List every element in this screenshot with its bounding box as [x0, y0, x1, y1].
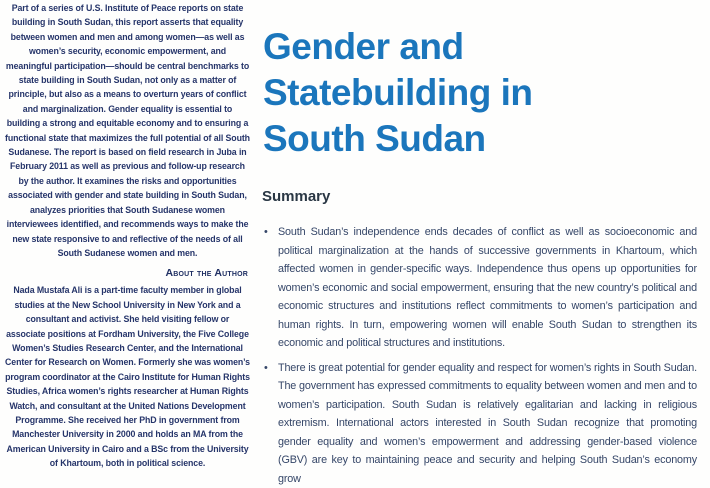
bullet-icon: • [264, 223, 268, 242]
summary-heading: Summary [262, 187, 697, 207]
summary-bullet-list [261, 223, 697, 488]
sidebar [0, 0, 255, 440]
about-report-text: Part of a series of U.S. Institute of Peace reports on state building in South Sudan, this report asserts that equality between women and men and among women—as well as women’s security, economic empowerment, and meaningful participation—should be central benchmarks to state building in South Sudan, not only as a matter of principle, but also as a means to overturn years of conflict and marginalization. Gender equality is essential to building a strong and equitable economy and to ensuring a functional state that maximizes the full potential of all South Sudanese. The report is based on field research in Juba in February 2011 as well as previous and follow-up research by the author. It examines the risks and opportunities associated with gender and state building in South Sudan, analyzes priorities that South Sudanese women interviewees identified, and recommends ways to make the new state responsive to and reflective of the needs of all South Sudanese women and men. [5, 1, 250, 260]
summary-bullet-text: There is great potential for gender equality and respect for women’s rights in South Sudan. The government has expressed commitments to equality between women and men and to women’s participation. South Sudan is relatively egalitarian and lacking in religious extremism. International actors interested in South Sudan recognize that promoting gender equality and women’s empowerment and addressing gender-based violence (GBV) are key to maintaining peace and security and helping South Sudan’s economy grow [278, 362, 697, 485]
summary-bullet-item [263, 223, 697, 353]
summary-bullet-text: South Sudan’s independence ends decades of conflict as well as socioeconomic and political marginalization at the hands of successive governments in Khartoum, which affected women in gender-specific ways. Independence thus opens up opportunities for women’s economic and social empowerment, ensuring that the new country’s political and economic structures and institutions reflect commitments to women’s participation and human rights. In turn, empowering women will enable South Sudan to strengthen its economic and political structures and institutions. [278, 226, 697, 349]
main-column [255, 0, 710, 440]
page-title: Gender and Statebuilding in South Sudan [263, 24, 613, 162]
about-author-heading: About the Author [5, 267, 248, 279]
summary-bullet-item [263, 359, 697, 488]
about-author-text: Nada Mustafa Ali is a part-time faculty member in global studies at the New School University in New York and a consultant and activist. She held visiting fellow or associate positions at Fordham University, the Five College Women’s Studies Research Center, and the International Center for Research on Women. Formerly she was women’s program coordinator at the Cairo Institute for Human Rights Studies, Africa women’s rights researcher at Human Rights Watch, and consultant at the United Nations Development Programme. She received her PhD in government from Manchester University in 2000 and holds an MA from the American University in Cairo and a BSc from the University of Khartoum, both in political science. [5, 283, 250, 470]
bullet-icon: • [264, 359, 268, 378]
